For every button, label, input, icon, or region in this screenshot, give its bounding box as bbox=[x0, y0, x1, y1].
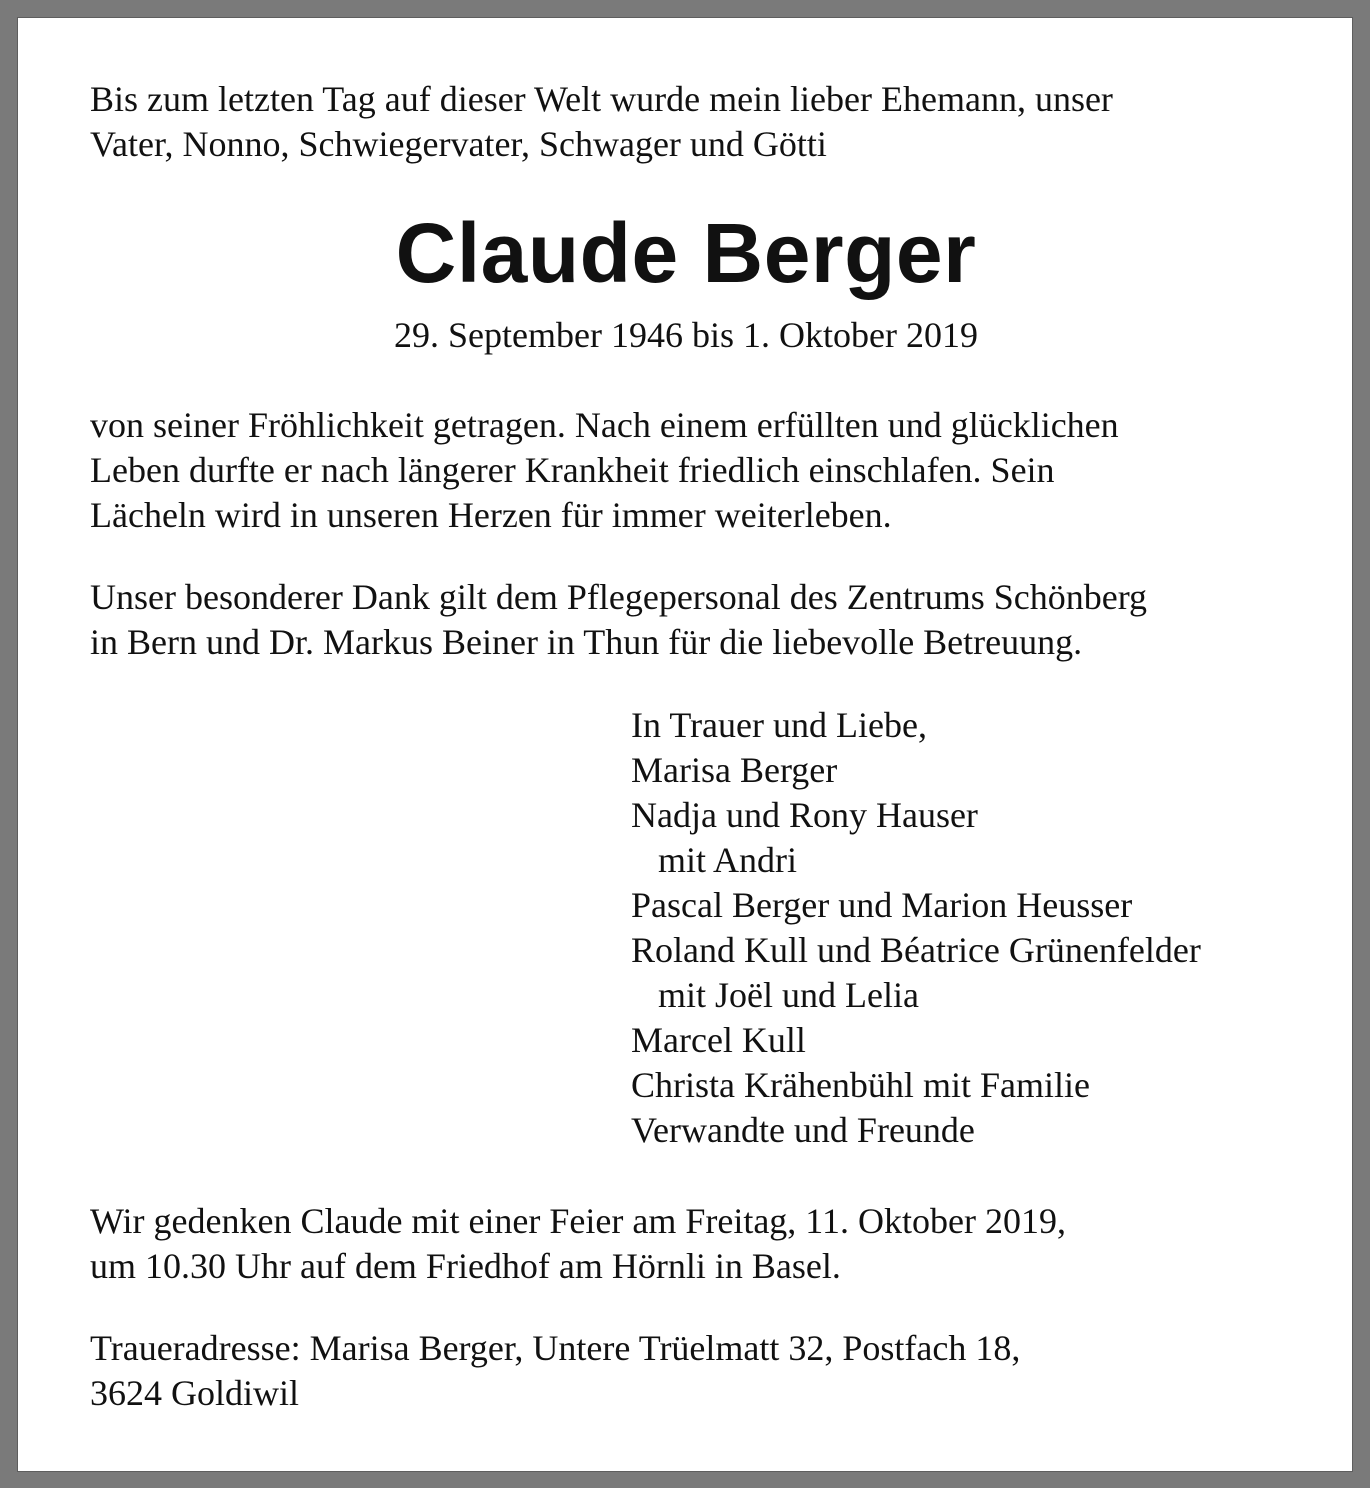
address-line: Traueradresse: Marisa Berger, Untere Trüelmatt 32, Postfach 18, bbox=[90, 1328, 1021, 1368]
signatory-line: Verwandte und Freunde bbox=[631, 1110, 975, 1150]
signatory-line: Marcel Kull bbox=[631, 1020, 806, 1060]
tribute-line: Leben durfte er nach längerer Krankheit friedlich einschlafen. Sein bbox=[90, 450, 1055, 490]
ceremony-line: Wir gedenken Claude mit einer Feier am Freitag, 11. Oktober 2019, bbox=[90, 1201, 1066, 1241]
signatory-line: Nadja und Rony Hauser bbox=[631, 795, 978, 835]
tribute-paragraph bbox=[90, 403, 1119, 538]
address-line: 3624 Goldiwil bbox=[90, 1373, 300, 1413]
life-dates: 29. September 1946 bis 1. Oktober 2019 bbox=[394, 315, 978, 355]
signatory-line: Pascal Berger und Marion Heusser bbox=[631, 885, 1133, 925]
thanks-line: Unser besonderer Dank gilt dem Pflegepersonal des Zentrums Schönberg bbox=[90, 577, 1148, 617]
thanks-line: in Bern und Dr. Markus Beiner in Thun für die liebevolle Betreuung. bbox=[90, 622, 1083, 662]
signatory-line: mit Andri bbox=[658, 840, 798, 880]
tribute-line: von seiner Fröhlichkeit getragen. Nach einem erfüllten und glücklichen bbox=[90, 405, 1119, 445]
signatory-line: In Trauer und Liebe, bbox=[631, 705, 927, 745]
signatory-line: Marisa Berger bbox=[631, 750, 838, 790]
signatories-list bbox=[631, 703, 1201, 1153]
intro-line: Vater, Nonno, Schwiegervater, Schwager und Götti bbox=[90, 124, 827, 164]
deceased-name: Claude Berger bbox=[395, 206, 977, 300]
mourning-address bbox=[90, 1326, 1020, 1416]
ceremony-line: um 10.30 Uhr auf dem Friedhof am Hörnli in Basel. bbox=[90, 1246, 841, 1286]
intro-paragraph bbox=[90, 77, 1113, 167]
intro-line: Bis zum letzten Tag auf dieser Welt wurde mein lieber Ehemann, unser bbox=[90, 79, 1113, 119]
signatory-line: Christa Krähenbühl mit Familie bbox=[631, 1065, 1090, 1105]
signatory-line: Roland Kull und Béatrice Grünenfelder bbox=[631, 930, 1201, 970]
tribute-line: Lächeln wird in unseren Herzen für immer weiterleben. bbox=[90, 495, 892, 535]
obituary-page bbox=[17, 17, 1353, 1472]
signatory-line: mit Joël und Lelia bbox=[658, 975, 919, 1015]
ceremony-paragraph bbox=[90, 1199, 1066, 1289]
thanks-paragraph bbox=[90, 575, 1147, 665]
